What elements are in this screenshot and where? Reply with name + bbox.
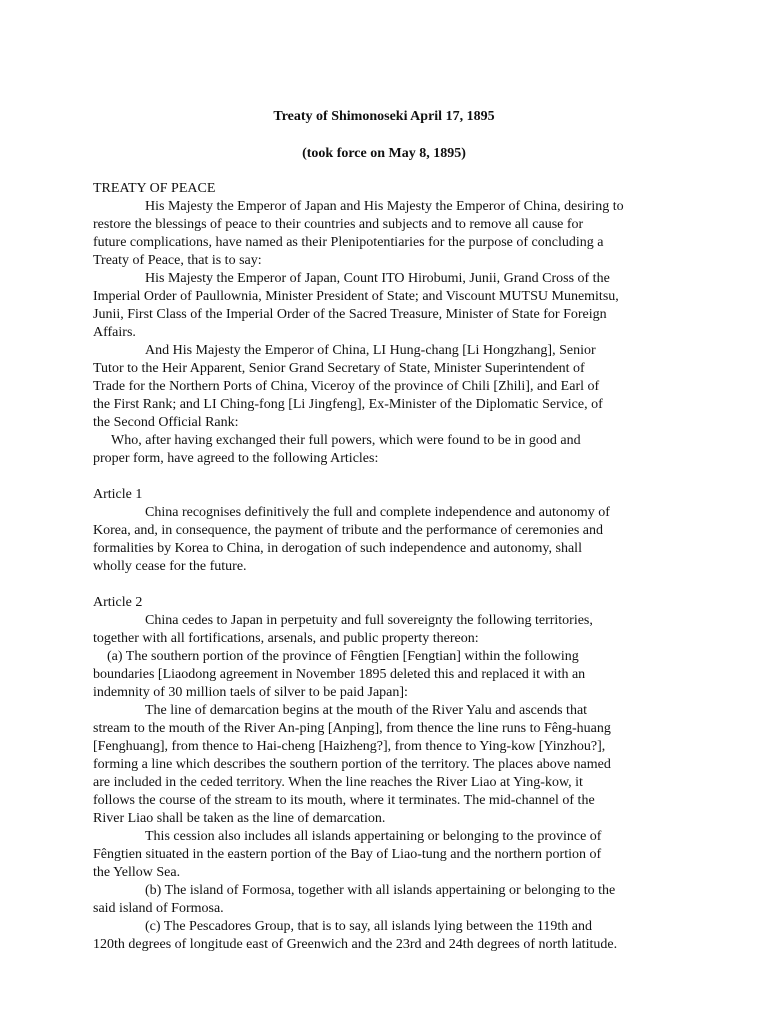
text-line: Treaty of Peace, that is to say: [93,253,262,268]
text-line: And His Majesty the Emperor of China, LI Hung-chang [Li Hongzhang], Senior [145,343,596,358]
text-line: His Majesty the Emperor of Japan and His Majesty the Emperor of China, desiring to [145,199,624,214]
text-line: the First Rank; and LI Ching-fong [Li Jingfeng], Ex-Minister of the Diplomatic Service, of [93,397,603,412]
text-line: stream to the mouth of the River An-ping [Anping], from thence the line runs to Fêng-huang [93,721,611,736]
text-line: the Second Official Rank: [93,415,239,430]
text-line: Affairs. [93,325,136,340]
article-heading: Article 2 [93,595,143,610]
text-line: the Yellow Sea. [93,865,181,880]
text-line: [Fenghuang], from thence to Hai-cheng [Haizheng?], from thence to Ying-kow [Yinzhou?], [93,739,606,754]
text-line: His Majesty the Emperor of Japan, Count ITO Hirobumi, Junii, Grand Cross of the [145,271,610,286]
text-line: are included in the ceded territory. When the line reaches the River Liao at Ying-kow, it [93,775,583,790]
text-line: 120th degrees of longitude east of Greenwich and the 23rd and 24th degrees of north latitude. [93,937,618,952]
text-line: Fêngtien situated in the eastern portion of the Bay of Liao-tung and the northern portion of [93,847,602,862]
text-line: proper form, have agreed to the following Articles: [93,451,379,466]
document-title: Treaty of Shimonoseki April 17, 1895 [273,109,495,124]
text-line: said island of Formosa. [93,901,224,916]
text-line: Korea, and, in consequence, the payment of tribute and the performance of ceremonies and [93,523,604,538]
text-line: boundaries [Liaodong agreement in November 1895 deleted this and replaced it with an [93,667,586,682]
text-line: Junii, First Class of the Imperial Order of the Sacred Treasure, Minister of State for Foreign [93,307,607,322]
text-line: (b) The island of Formosa, together with all islands appertaining or belonging to the [145,883,616,898]
text-line: indemnity of 30 million taels of silver to be paid Japan]: [93,685,408,700]
paragraph-gap [93,468,693,486]
text-line: future complications, have named as their Plenipotentiaries for the purpose of concluding a [93,235,604,250]
text-line: Tutor to the Heir Apparent, Senior Grand Secretary of State, Minister Superintendent of [93,361,585,376]
document-body [93,180,693,954]
text-line: (c) The Pescadores Group, that is to say, all islands lying between the 119th and [145,919,592,934]
text-line: Trade for the Northern Ports of China, Viceroy of the province of Chili [Zhili], and Earl of [93,379,600,394]
text-line: restore the blessings of peace to their countries and subjects and to remove all cause for [93,217,584,232]
text-line: China recognises definitively the full and complete independence and autonomy of [145,505,610,520]
section-heading: TREATY OF PEACE [93,181,216,196]
text-line: The line of demarcation begins at the mouth of the River Yalu and ascends that [145,703,588,718]
text-line: This cession also includes all islands appertaining or belonging to the province of [145,829,602,844]
text-line: formalities by Korea to China, in derogation of such independence and autonomy, shall [93,541,582,556]
paragraph-gap [93,576,693,594]
text-line: River Liao shall be taken as the line of demarcation. [93,811,386,826]
article-heading: Article 1 [93,487,143,502]
text-line: forming a line which describes the southern portion of the territory. The places above named [93,757,611,772]
text-line: wholly cease for the future. [93,559,247,574]
text-line: Who, after having exchanged their full powers, which were found to be in good and [111,433,581,448]
text-line: (a) The southern portion of the province of Fêngtien [Fengtian] within the following [107,649,579,664]
text-line: China cedes to Japan in perpetuity and full sovereignty the following territories, [145,613,593,628]
text-line: together with all fortifications, arsenals, and public property thereon: [93,631,479,646]
text-line: follows the course of the stream to its mouth, where it terminates. The mid-channel of the [93,793,595,808]
document-subtitle: (took force on May 8, 1895) [302,146,466,161]
text-line: Imperial Order of Paullownia, Minister President of State; and Viscount MUTSU Munemitsu, [93,289,619,304]
